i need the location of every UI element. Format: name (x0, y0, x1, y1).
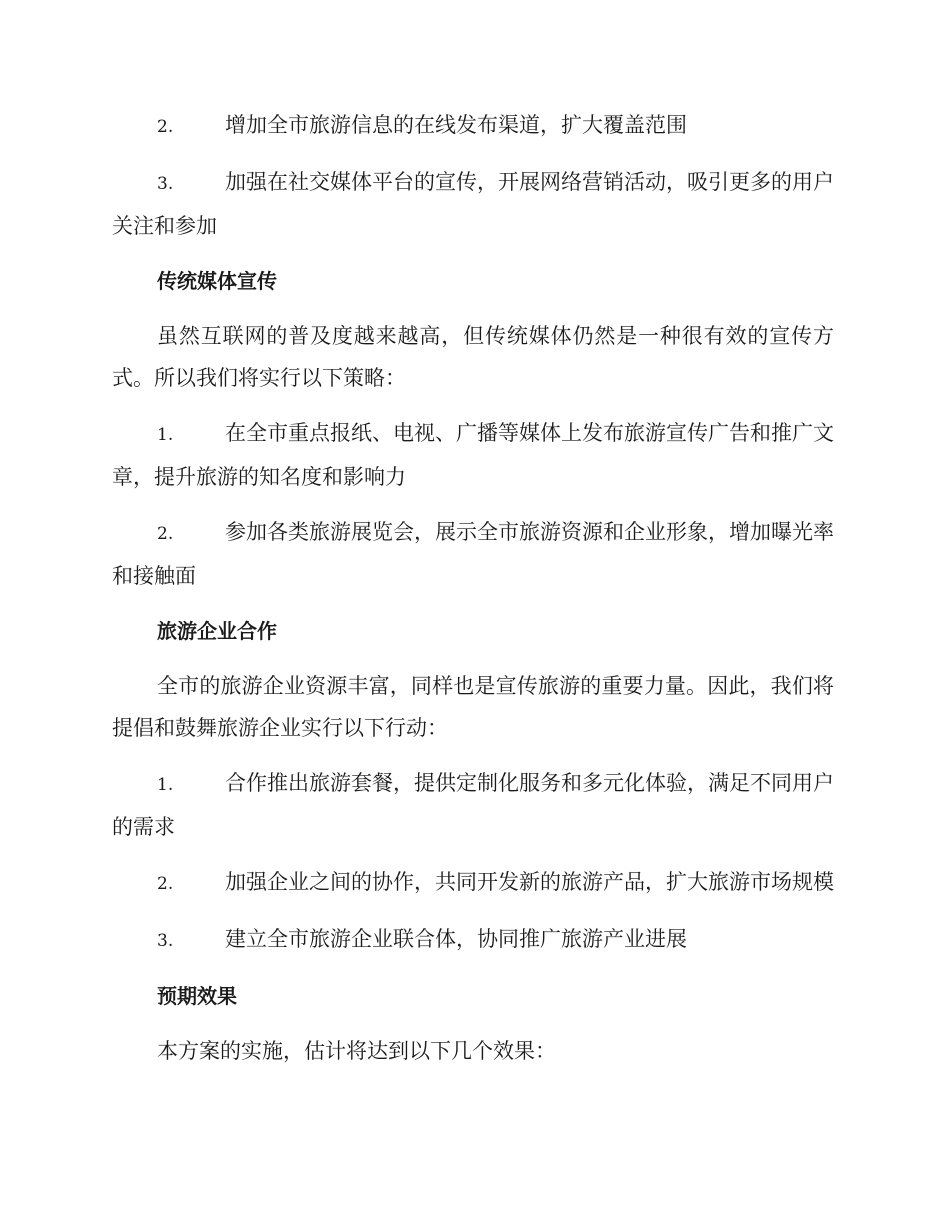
section-heading-traditional-media: 传统媒体宣传 (157, 269, 277, 293)
list-text: 合作推出旅游套餐，提供定制化服务和多元化体验，满足不同用户的需求 (112, 771, 834, 839)
list-item (112, 412, 834, 498)
list-number: 2. (157, 117, 174, 137)
list-item (112, 161, 834, 247)
list-text: 加强企业之间的协作，共同开发新的旅游产品，扩大旅游市场规模 (225, 870, 834, 894)
paragraph: 全市的旅游企业资源丰富，同样也是宣传旅游的重要力量。因此，我们将提倡和鼓舞旅游企业实行以下行动： (112, 674, 834, 740)
list-text: 建立全市旅游企业联合体，协同推广旅游产业进展 (225, 927, 687, 951)
list-number: 2. (157, 874, 174, 894)
list-item (112, 918, 834, 962)
list-text: 加强在社交媒体平台的宣传，开展网络营销活动，吸引更多的用户关注和参加 (112, 170, 834, 238)
list-item (112, 511, 834, 597)
list-item (112, 104, 834, 148)
document-body (112, 104, 834, 1085)
list-number: 2. (157, 524, 174, 544)
paragraph: 本方案的实施，估计将达到以下几个效果： (157, 1039, 556, 1063)
list-number: 3. (157, 174, 174, 194)
list-item (112, 762, 834, 848)
list-text: 增加全市旅游信息的在线发布渠道，扩大覆盖范围 (225, 113, 687, 137)
list-item (112, 861, 834, 905)
section-heading-expected-effects: 预期效果 (157, 984, 237, 1008)
list-text: 参加各类旅游展览会，展示全市旅游资源和企业形象，增加曝光率和接触面 (112, 520, 834, 588)
list-number: 1. (157, 425, 174, 445)
list-number: 1. (157, 775, 174, 795)
list-number: 3. (157, 931, 174, 951)
list-text: 在全市重点报纸、电视、广播等媒体上发布旅游宣传广告和推广文章，提升旅游的知名度和影响力 (112, 421, 834, 489)
paragraph: 虽然互联网的普及度越来越高，但传统媒体仍然是一种很有效的宣传方式。所以我们将实行以下策略： (112, 324, 834, 390)
section-heading-enterprise-cooperation: 旅游企业合作 (157, 619, 277, 643)
